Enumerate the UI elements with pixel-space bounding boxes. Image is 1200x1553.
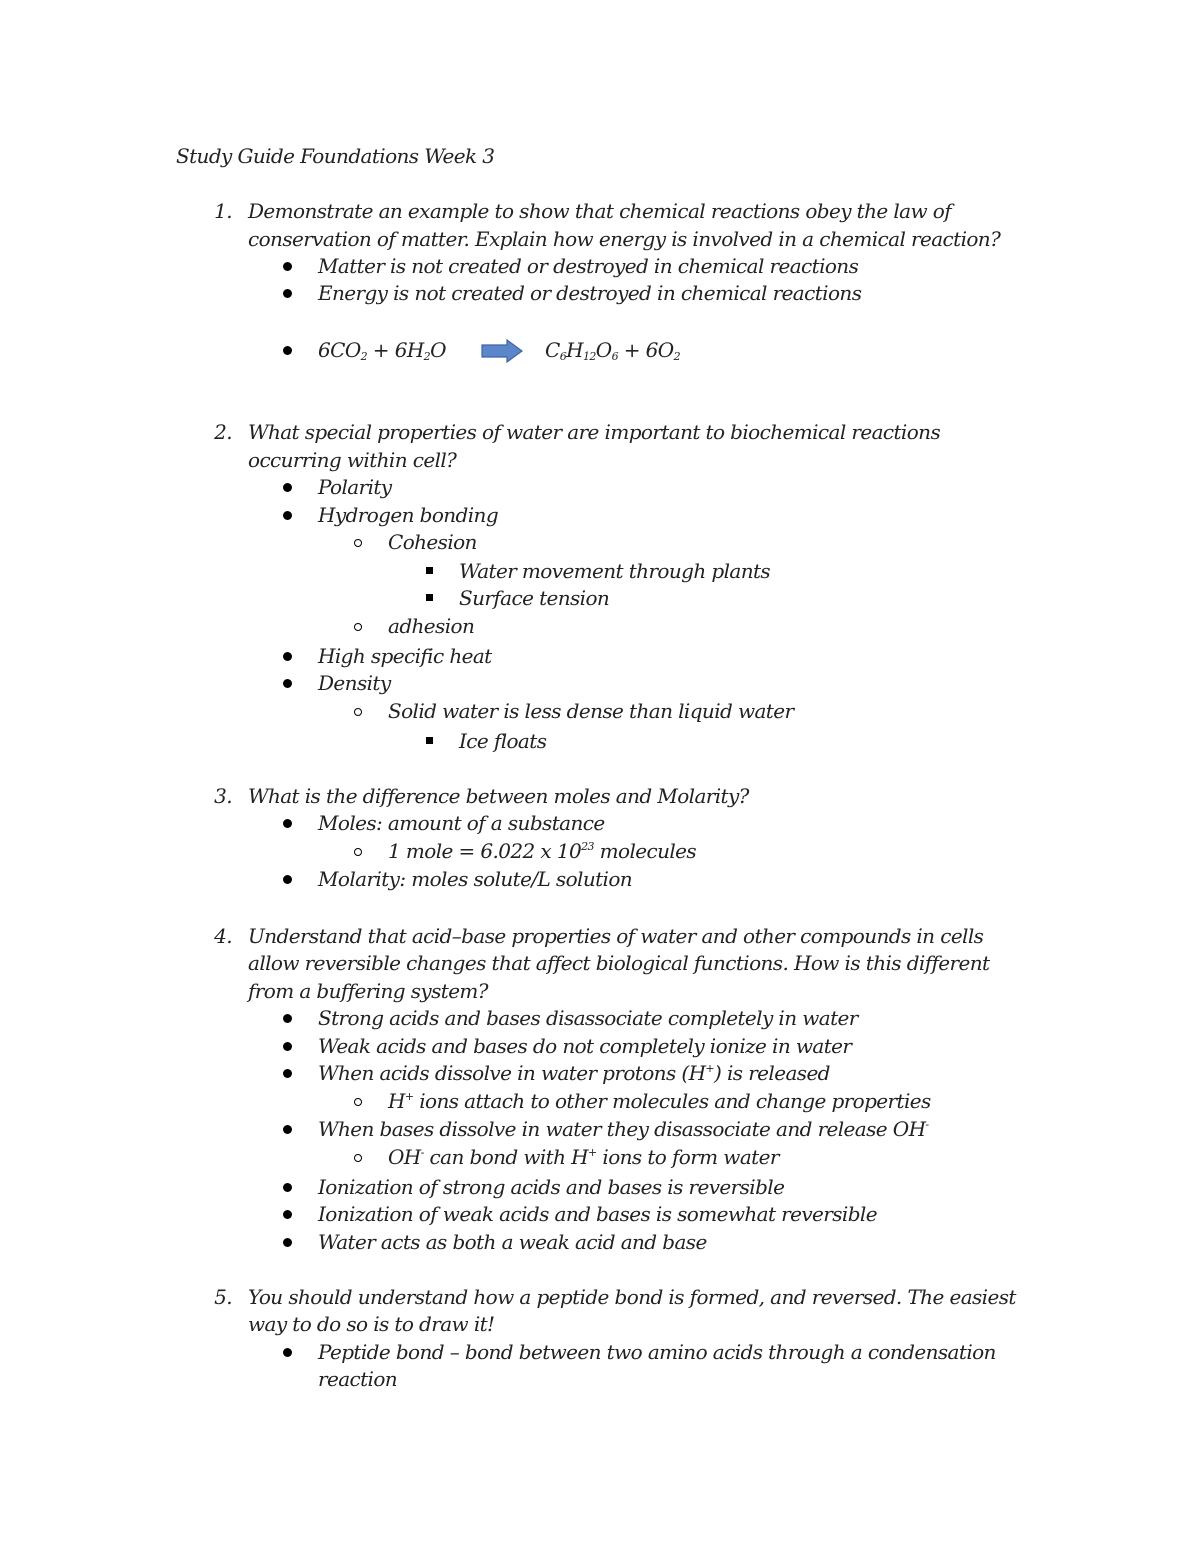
equation-reactants: $6CO_2 + 6H_2O$ <box>318 338 446 363</box>
answer-item: Polarity <box>318 475 392 499</box>
bullet-icon <box>283 262 292 271</box>
answer-item-continued: reaction <box>318 1367 398 1391</box>
circle-bullet-icon <box>354 539 362 547</box>
square-bullet-icon <box>426 567 433 574</box>
question-text: conservation of matter. Explain how energy is involved in a chemical reaction? <box>248 227 1001 251</box>
bullet-icon <box>283 289 292 298</box>
answer-item: Peptide bond – bond between two amino acids through a condensation <box>318 1340 996 1364</box>
square-bullet-icon <box>426 737 433 744</box>
answer-item: Density <box>318 671 391 695</box>
bullet-icon <box>283 1042 292 1051</box>
question-number: 3. <box>214 784 232 808</box>
answer-item: Strong acids and bases disassociate completely in water <box>318 1006 858 1030</box>
question-text: way to do so is to draw it! <box>248 1312 495 1336</box>
circle-bullet-icon <box>354 1098 362 1106</box>
bullet-icon <box>283 1125 292 1134</box>
question-text: Demonstrate an example to show that chemical reactions obey the law of <box>248 199 952 223</box>
answer-subitem: adhesion <box>388 614 475 638</box>
question-number: 1. <box>214 199 232 223</box>
answer-subsubitem: Ice floats <box>459 729 547 753</box>
question-number: 4. <box>214 924 232 948</box>
bullet-icon <box>283 1014 292 1023</box>
question-number: 5. <box>214 1285 232 1309</box>
bullet-icon <box>283 679 292 688</box>
bullet-icon <box>283 652 292 661</box>
answer-item: Weak acids and bases do not completely ionize in water <box>318 1034 852 1058</box>
circle-bullet-icon <box>354 1154 362 1162</box>
answer-subitem: H+ ions attach to other molecules and change properties <box>388 1089 931 1113</box>
answer-subitem: Cohesion <box>388 530 477 554</box>
question-text: occurring within cell? <box>248 448 457 472</box>
bullet-icon <box>283 1183 292 1192</box>
bullet-icon <box>283 483 292 492</box>
question-number: 2. <box>214 420 232 444</box>
question-text: allow reversible changes that affect biological functions. How is this different <box>248 951 990 975</box>
answer-item: Molarity: moles solute/L solution <box>318 867 633 891</box>
question-text: Understand that acid–base properties of water and other compounds in cells <box>248 924 984 948</box>
answer-subitem: Solid water is less dense than liquid water <box>388 699 794 723</box>
bullet-icon <box>283 819 292 828</box>
answer-item: High specific heat <box>318 644 492 668</box>
answer-item: Matter is not created or destroyed in chemical reactions <box>318 254 859 278</box>
answer-item: Water acts as both a weak acid and base <box>318 1230 707 1254</box>
question-text: You should understand how a peptide bond is formed, and reversed. The easiest <box>248 1285 1016 1309</box>
bullet-icon <box>283 1210 292 1219</box>
answer-subitem: OH- can bond with H+ ions to form water <box>388 1145 779 1169</box>
answer-item: Ionization of strong acids and bases is reversible <box>318 1175 785 1199</box>
bullet-icon <box>283 511 292 520</box>
answer-subsubitem: Water movement through plants <box>459 559 771 583</box>
answer-item: When acids dissolve in water protons (H+) is released <box>318 1061 830 1085</box>
bullet-icon <box>283 346 292 355</box>
reaction-arrow-icon <box>481 339 523 363</box>
question-text: What special properties of water are important to biochemical reactions <box>248 420 941 444</box>
circle-bullet-icon <box>354 623 362 631</box>
bullet-icon <box>283 1238 292 1247</box>
answer-subsubitem: Surface tension <box>459 586 610 610</box>
document-title: Study Guide Foundations Week 3 <box>176 144 495 168</box>
answer-subitem: 1 mole = 6.022 x $10^{23}$ molecules <box>388 839 697 863</box>
bullet-icon <box>283 1069 292 1078</box>
equation-products: $C_6H_{12}O_6 + 6O_2$ <box>545 338 680 363</box>
square-bullet-icon <box>426 594 433 601</box>
circle-bullet-icon <box>354 708 362 716</box>
answer-item: Hydrogen bonding <box>318 503 499 527</box>
answer-item: When bases dissolve in water they disassociate and release OH- <box>318 1117 929 1141</box>
answer-item: Ionization of weak acids and bases is somewhat reversible <box>318 1202 877 1226</box>
question-text: from a buffering system? <box>248 979 488 1003</box>
circle-bullet-icon <box>354 848 362 856</box>
question-text: What is the difference between moles and Molarity? <box>248 784 749 808</box>
bullet-icon <box>283 875 292 884</box>
answer-item: Energy is not created or destroyed in chemical reactions <box>318 281 862 305</box>
answer-item: Moles: amount of a substance <box>318 811 605 835</box>
bullet-icon <box>283 1348 292 1357</box>
